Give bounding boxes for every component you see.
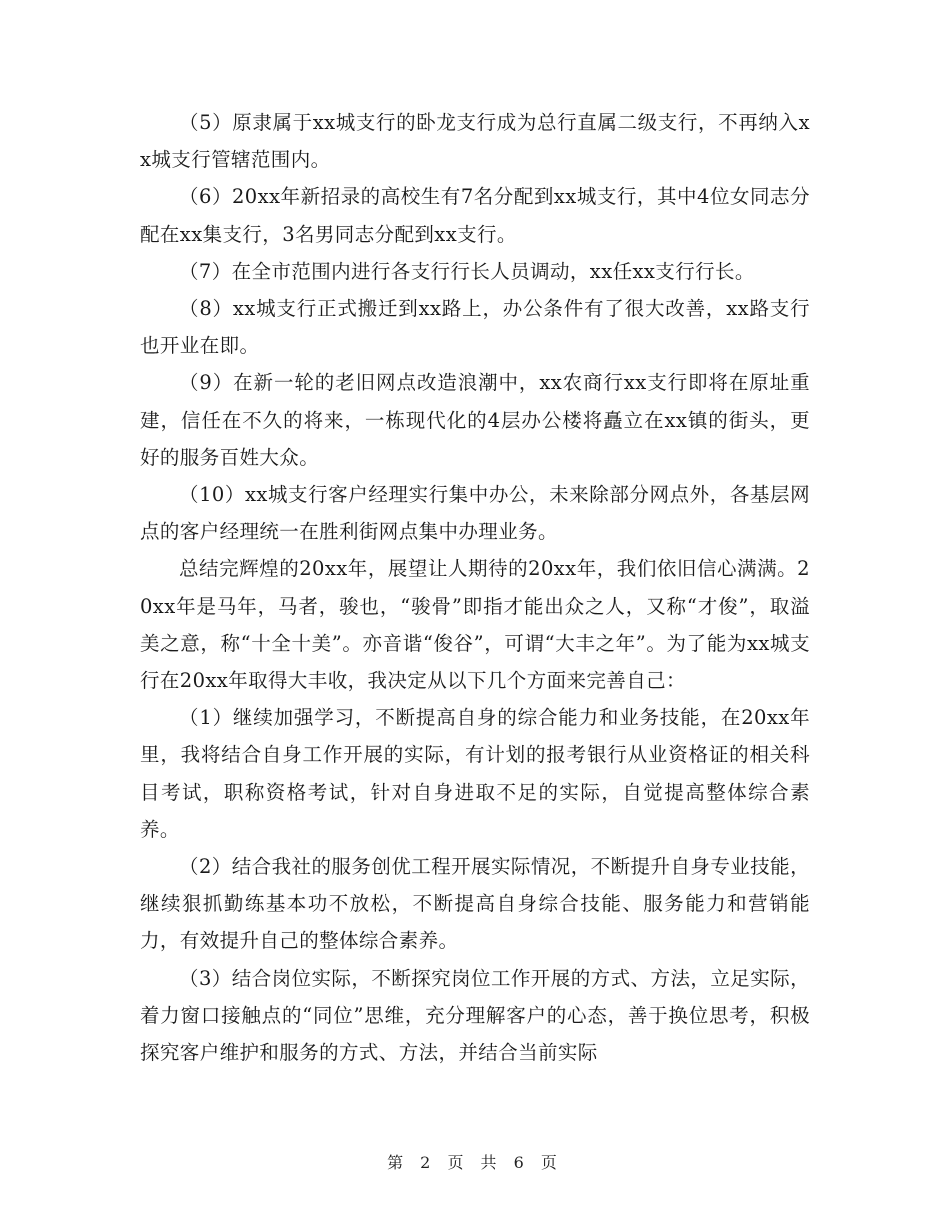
page-footer: 第 2 页 共 6 页 [387, 1153, 563, 1172]
plan-item-2: （2）结合我社的服务创优工程开展实际情况，不断提升自身专业技能，继续狠抓勤练基本功不放松，不断提高自身综合技能、服务能力和营销能力，有效提升自己的整体综合素养。 [140, 855, 810, 953]
plan-item-3: （3）结合岗位实际，不断探究岗位工作开展的方式、方法，立足实际，着力窗口接触点的“同位”思维，充分理解客户的心态，善于换位思考，积极探究客户维护和服务的方式、方法，并结合当前实际 [140, 966, 810, 1065]
paragraph-item-7: （7）在全市范围内进行各支行行长人员调动，xx任xx支行行长。 [179, 259, 755, 283]
paragraph-item-5: （5）原隶属于xx城支行的卧龙支行成为总行直属二级支行，不再纳入xx城支行管辖范围内。 [140, 111, 810, 172]
paragraph-item-9: （9）在新一轮的老旧网点改造浪潮中，xx农商行xx支行即将在原址重建，信任在不久的将来，一栋现代化的4层办公楼将矗立在xx镇的街头，更好的服务百姓大众。 [140, 371, 810, 469]
paragraph-item-10: （10）xx城支行客户经理实行集中办公，未来除部分网点外，各基层网点的客户经理统一在胜利街网点集中办理业务。 [140, 483, 810, 544]
summary-paragraph: 总结完辉煌的20xx年，展望让人期待的20xx年，我们依旧信心满满。20xx年是马年，马者，骏也，“骏骨”即指才能出众之人，又称“才俊”，取溢美之意，称“十全十美”。亦音谐“俊谷”，可谓“大丰之年”。为了能为xx城支行在20xx年取得大丰收，我决定从以下几个方面来完善自己： [140, 557, 810, 693]
document-body [140, 104, 810, 1071]
paragraph-item-6: （6）20xx年新招录的高校生有7名分配到xx城支行，其中4位女同志分配在xx集支行，3名男同志分配到xx支行。 [140, 185, 810, 246]
paragraph-item-8: （8）xx城支行正式搬迁到xx路上，办公条件有了很大改善，xx路支行也开业在即。 [140, 297, 810, 358]
plan-item-1: （1）继续加强学习，不断提高自身的综合能力和业务技能，在20xx年里，我将结合自身工作开展的实际，有计划的报考银行从业资格证的相关科目考试，职称资格考试，针对自身进取不足的实际，自觉提高整体综合素养。 [140, 706, 810, 841]
